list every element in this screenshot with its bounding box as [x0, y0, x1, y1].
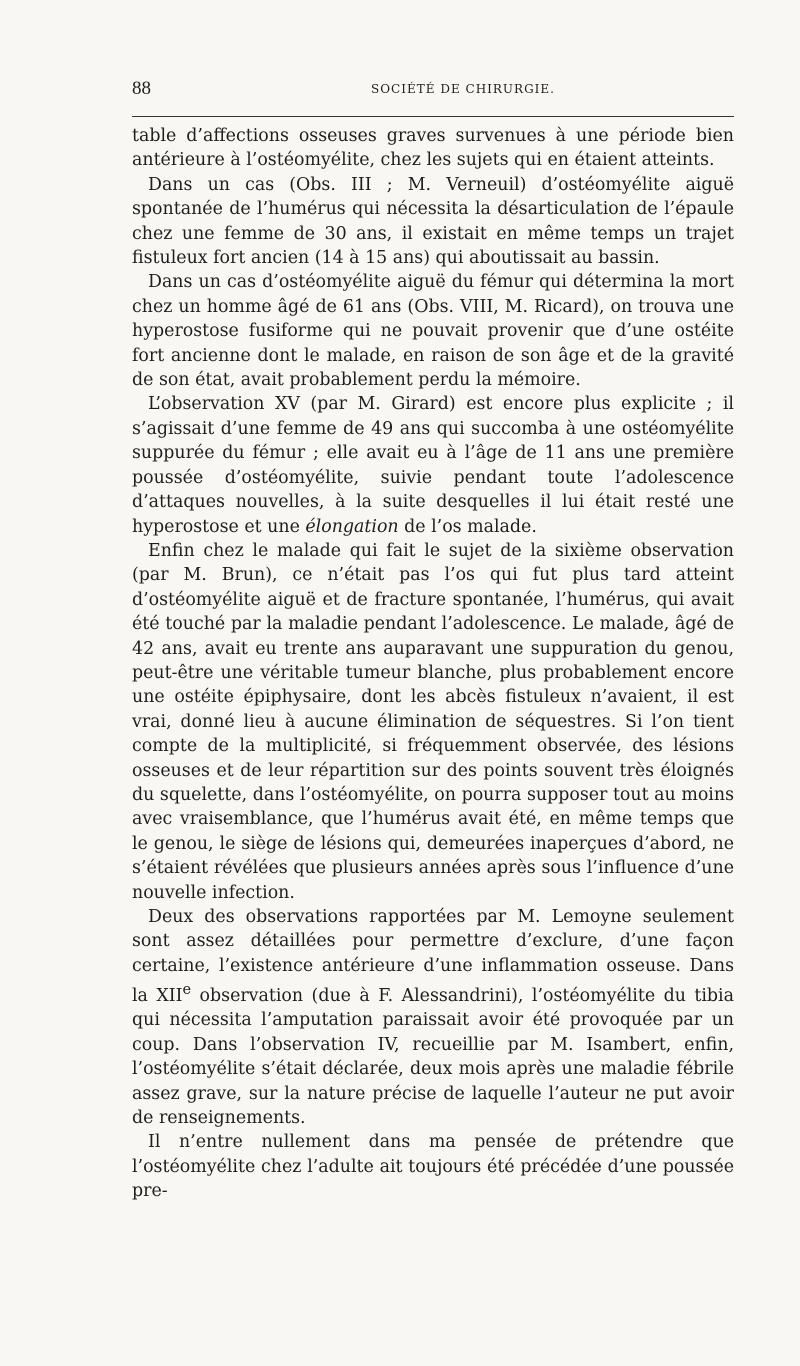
paragraph-6 — [132, 905, 734, 1130]
paragraph-4-text-a: L’observation XV (par M. Girard) est encore plus explicite ; il s’agissait d’une femme de 49 ans qui succomba à une ostéomyélite suppurée du fémur ; elle avait eu à l’âge de 11 ans une première poussée d’ostéomyélite, suivie pendant toute l’adolescence d’attaques nouvelles, à la suite desquelles il lui était resté une hyperostose et une — [132, 394, 734, 537]
body-text — [132, 124, 734, 1204]
paragraph-6-text-b: observation (due à F. Alessandrini), l’ostéomyélite du tibia qui nécessita l’amputation paraissait avoir été provoquée par un coup. Dans l’observation IV, recueillie par M. Isambert, enfin, l’ostéomyélite s’était déclarée, deux mois après une maladie fébrile assez grave, sur la nature précise de laquelle l’auteur ne put avoir de renseignements. — [132, 986, 734, 1129]
paragraph-6-superscript: e — [182, 982, 192, 999]
paragraph-5: Enfin chez le malade qui fait le sujet de la sixième observation (par M. Brun), ce n’était pas l’os qui fut plus tard atteint d’ostéomyélite aiguë et de fracture spontanée, l’humérus, qui avait été touché par la maladie pendant l’adolescence. Le malade, âgé de 42 ans, avait eu trente ans auparavant une suppuration du genou, peut-être une véritable tumeur blanche, plus probablement encore une ostéite épiphysaire, dont les abcès fistuleux n’avaient, il est vrai, donné lieu à aucune élimination de séquestres. Si l’on tient compte de la multiplicité, si fréquemment observée, des lésions osseuses et de leur répartition sur des points souvent très éloignés du squelette, dans l’ostéomyélite, on pourra supposer tout au moins avec vraisemblance, que l’humérus avait été, en même temps que le genou, le siège de lésions qui, demeurées inaperçues d’abord, ne s’étaient révélées que plusieurs années après sous l’influence d’une nouvelle infection. — [132, 540, 734, 903]
paragraph-4-emphasis: élongation — [305, 516, 399, 537]
paragraph-4-text-b: de l’os malade. — [398, 516, 537, 537]
paragraph-1: table d’affections osseuses graves survenues à une période bien antérieure à l’ostéomyélite, chez les sujets qui en étaient atteints. — [132, 126, 734, 171]
page-header — [132, 74, 734, 100]
page-number: 88 — [132, 78, 151, 99]
running-title: SOCIÉTÉ DE CHIRURGIE. — [371, 82, 555, 96]
paragraph-7: Il n’entre nullement dans ma pensée de prétendre que l’ostéomyélite chez l’adulte ait toujours été précédée d’une poussée pre- — [132, 1132, 734, 1202]
paragraph-4 — [132, 392, 734, 538]
paragraph-3: Dans un cas d’ostéomyélite aiguë du fémur qui détermina la mort chez un homme âgé de 61 ans (Obs. VIII, M. Ricard), on trouva une hyperostose fusiforme qui ne pouvait provenir que d’une ostéite fort ancienne dont le malade, en raison de son âge et de la gravité de son état, avait probablement perdu la mémoire. — [132, 272, 734, 391]
header-rule — [132, 116, 734, 117]
paragraph-6-text-a: Deux des observations rapportées par M. Lemoyne seulement sont assez détaillées pour permettre d’exclure, d’une façon certaine, l’existence antérieure d’une inflammation osseuse. Dans la XII — [132, 907, 734, 1007]
paragraph-2: Dans un cas (Obs. III ; M. Verneuil) d’ostéomyélite aiguë spontanée de l’humérus qui nécessita la désarticulation de l’épaule chez une femme de 30 ans, il existait en même temps un trajet fistuleux fort ancien (14 à 15 ans) qui aboutissait au bassin. — [132, 174, 734, 269]
